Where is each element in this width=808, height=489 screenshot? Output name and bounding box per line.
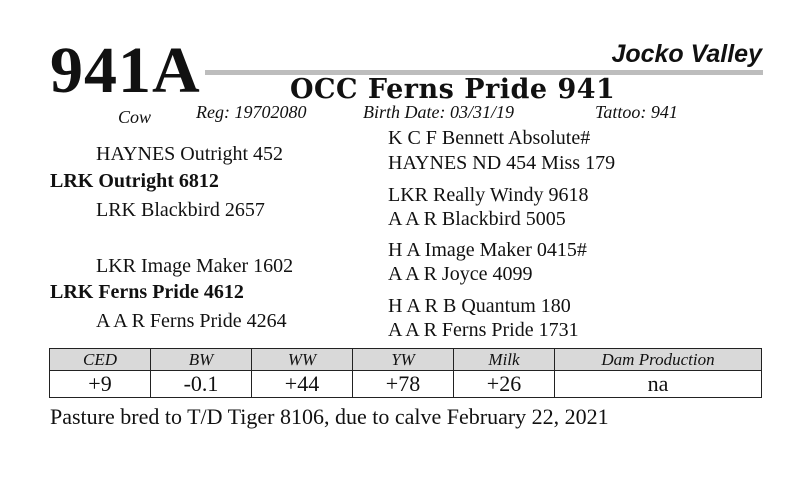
epd-header-ww: WW [252, 349, 353, 371]
sex-label: Cow [118, 107, 152, 127]
sire-sire-sire: K C F Bennett Absolute# [388, 127, 591, 149]
epd-header-ced: CED [50, 349, 151, 371]
breeding-note: Pasture bred to T/D Tiger 8106, due to calve February 22, 2021 [50, 404, 609, 429]
lot-number: 941A [50, 34, 201, 107]
epd-header-row [50, 349, 762, 371]
sire-dam-sire: LKR Really Windy 9618 [388, 184, 589, 206]
dam-sire: LKR Image Maker 1602 [96, 255, 294, 277]
epd-header-yw: YW [353, 349, 454, 371]
sire-dam-dam: A A R Blackbird 5005 [388, 208, 566, 230]
epd-header-milk: Milk [454, 349, 555, 371]
epd-value-milk: +26 [454, 371, 555, 398]
dam-dam-sire: H A R B Quantum 180 [388, 295, 571, 317]
farm-name: Jocko Valley [611, 40, 762, 68]
sire-name: LRK Outright 6812 [50, 170, 219, 192]
epd-value-ced: +9 [50, 371, 151, 398]
dam-dam-dam: A A R Ferns Pride 1731 [388, 319, 579, 341]
epd-value-ww: +44 [252, 371, 353, 398]
dam-sire-dam: A A R Joyce 4099 [388, 263, 533, 285]
epd-value-row [50, 371, 762, 398]
sire-sire-dam: HAYNES ND 454 Miss 179 [388, 152, 616, 174]
animal-name: OCC Ferns Pride 941 [290, 74, 616, 105]
dam-dam: A A R Ferns Pride 4264 [96, 310, 287, 332]
birth-date: Birth Date: 03/31/19 [363, 102, 514, 122]
epd-value-bw: -0.1 [151, 371, 252, 398]
registration-number: Reg: 19702080 [196, 102, 307, 122]
epd-table [49, 348, 762, 398]
epd-value-yw: +78 [353, 371, 454, 398]
epd-header-dam-production: Dam Production [555, 349, 762, 371]
sire-dam: LRK Blackbird 2657 [96, 199, 265, 221]
epd-value-dam-production: na [555, 371, 762, 398]
dam-name: LRK Ferns Pride 4612 [50, 281, 244, 303]
tattoo: Tattoo: 941 [595, 102, 678, 122]
dam-sire-sire: H A Image Maker 0415# [388, 239, 587, 261]
sire-sire: HAYNES Outright 452 [96, 143, 284, 165]
epd-header-bw: BW [151, 349, 252, 371]
